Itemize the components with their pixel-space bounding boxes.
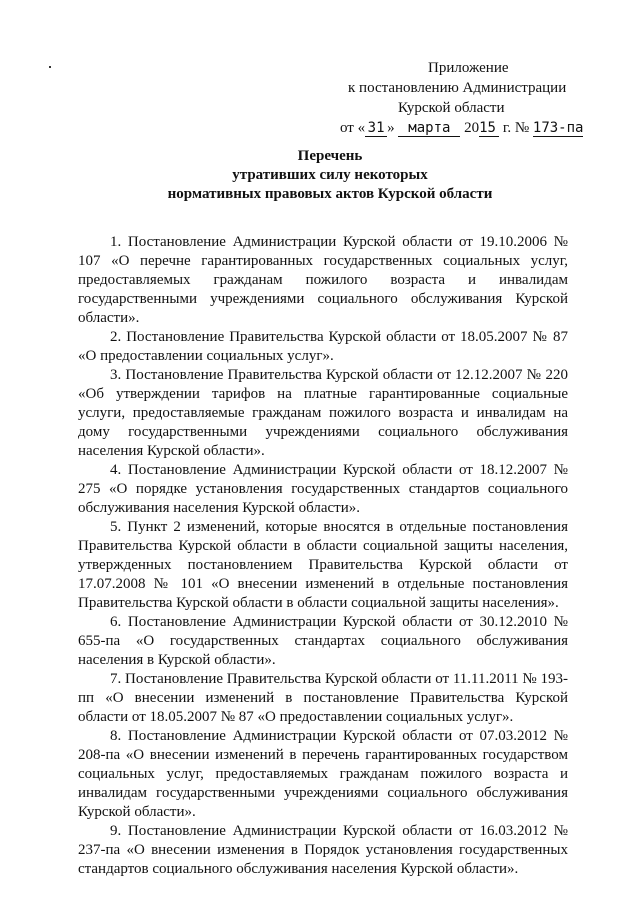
list-item: 3. Постановление Правительства Курской области от 12.12.2007 № 220 «Об утверждении тарифов на платные гарантированные социальные услуги, предоставляемые гражданам пожилого возраста и инвалидам на дому государственными учреждениями социального обслуживания населения Курской области». [78,367,568,459]
list-item: 9. Постановление Администрации Курской области от 16.03.2012 № 237-па «О внесении изменения в Порядок установления государственных стандартов социального обслуживания населения Курской области». [78,823,568,877]
title-line-2: утративших силу некоторых [232,167,428,183]
list-item: 1. Постановление Администрации Курской области от 19.10.2006 № 107 «О перечне гарантированных государственных социальных услуг, предоставляемых гражданам пожилого возраста и инвалидам государственными учреждениями социального обслуживания Курской области». [78,234,568,326]
list-item: 2. Постановление Правительства Курской области от 18.05.2007 № 87 «О предоставлении социальных услуг». [78,329,568,364]
list-item: 7. Постановление Правительства Курской области от 11.11.2011 № 193-пп «О внесении изменений в постановление Правительства Курской области от 18.05.2007 № 87 «О предоставлении социальных услуг». [78,671,568,725]
title-line-3: нормативных правовых актов Курской области [167,186,493,202]
list-item: 5. Пункт 2 изменений, которые вносятся в отдельные постановления Правительства Курской области в области социальной защиты населения, утвержденных постановлением Правительства Курской области от 17.07.2008 № 101 «О внесении изменений в отдельные постановления Правительства Курской области в области социальной защиты населения». [78,519,568,611]
date-month: марта [398,120,460,137]
appendix-label: Приложение [428,60,509,76]
date-year-suffix: 15 [479,120,499,137]
scan-speck [49,66,51,68]
list-item: 6. Постановление Администрации Курской области от 30.12.2010 № 655-па «О государственных стандартах социального обслуживания населения в Курской области». [78,614,568,668]
document-title [80,147,580,204]
appendix-header [300,58,600,138]
acts-list [78,233,568,879]
title-line-1: Перечень [297,148,363,164]
date-year-tail: г. № [502,120,530,136]
date-day: 31 [365,120,387,137]
list-item: 8. Постановление Администрации Курской области от 07.03.2012 № 208-па «О внесении изменений в перечень гарантированных государством социальных услуг, предоставляемых гражданам пожилого возраста и инвалидам государственными учреждениями социального обслуживания Курской области». [78,728,568,820]
list-item: 4. Постановление Администрации Курской области от 18.12.2007 № 275 «О порядке установления государственных стандартов социального обслуживания населения Курской области». [78,462,568,516]
document-number: 173-па [532,120,584,136]
date-number-line [300,118,600,138]
date-year-prefix: 20 [464,120,480,136]
date-prefix: от « [340,120,366,136]
date-mid: » [387,120,395,136]
resolution-line: к постановлению Администрации [348,80,567,96]
region-line: Курской области [398,100,505,116]
